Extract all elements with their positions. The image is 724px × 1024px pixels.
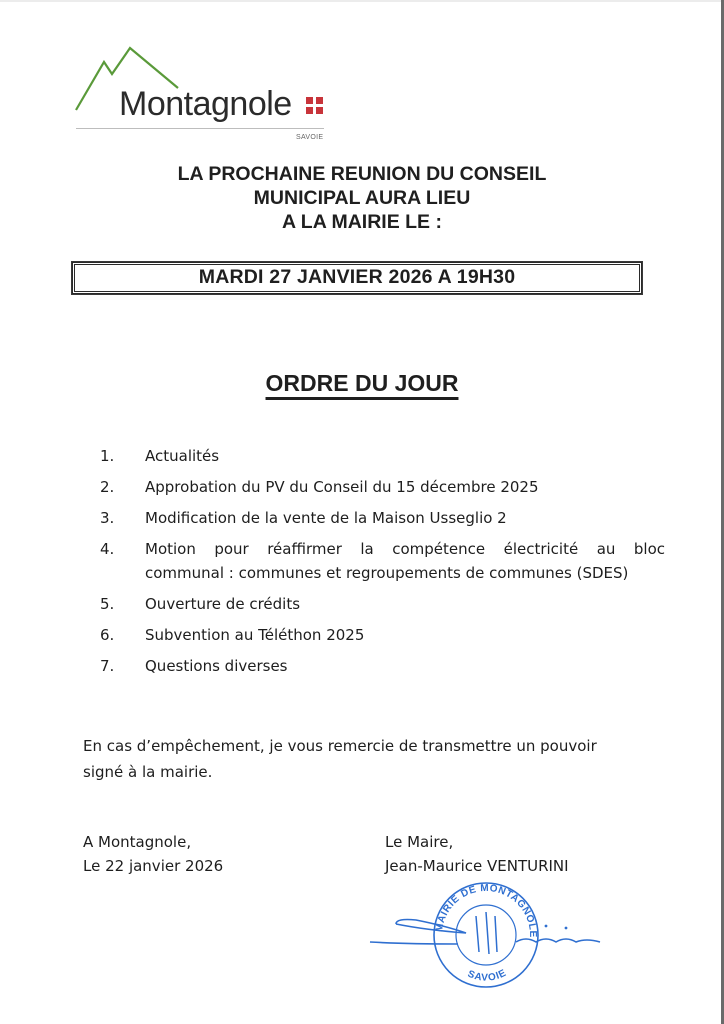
agenda-item-text: Modification de la vente de la Maison Usseglio 2 <box>145 509 507 527</box>
heading-line: MUNICIPAL AURA LIEU <box>253 187 471 209</box>
agenda-item-text: Questions diverses <box>145 657 288 675</box>
agenda-item-text-line: Motion pour réaffirmer la compétence électricité au bloc <box>145 540 665 558</box>
signer-name: Jean-Maurice VENTURINI <box>385 857 569 875</box>
meeting-date-box <box>72 262 642 294</box>
agenda-item-text-line: communal : communes et regroupements de communes (SDES) <box>145 564 629 582</box>
heading-line: LA PROCHAINE REUNION DU CONSEIL <box>177 163 547 185</box>
agenda-item-text: Approbation du PV du Conseil du 15 décembre 2025 <box>145 478 539 496</box>
agenda-item-number: 7. <box>100 657 115 675</box>
place: A Montagnole, <box>83 833 192 851</box>
logo-name: Montagnole <box>119 85 292 123</box>
agenda-item-text: Subvention au Téléthon 2025 <box>145 626 365 644</box>
signer-role: Le Maire, <box>385 833 454 851</box>
agenda-item <box>100 623 665 647</box>
agenda-item-number: 3. <box>100 509 115 527</box>
meeting-date: MARDI 27 JANVIER 2026 A 19H30 <box>198 266 516 288</box>
stamp-and-signature-icon <box>366 880 606 990</box>
notice-line: signé à la mairie. <box>83 763 213 781</box>
notice-line: En cas d’empêchement, je vous remercie de transmettre un pouvoir <box>83 737 597 755</box>
heading-line: A LA MAIRIE LE : <box>282 211 442 233</box>
agenda-item-text: Actualités <box>145 447 220 465</box>
agenda-item-number: 2. <box>100 478 115 496</box>
agenda-item-number: 1. <box>100 447 115 465</box>
savoie-flag-icon <box>306 97 324 115</box>
agenda-item-number: 5. <box>100 595 115 613</box>
logo-region: SAVOIE <box>296 134 324 141</box>
agenda-item-number: 4. <box>100 540 115 558</box>
handwritten-signature <box>370 920 600 945</box>
issue-date: Le 22 janvier 2026 <box>83 857 224 875</box>
proxy-notice <box>83 733 653 785</box>
agenda-item-number: 6. <box>100 626 115 644</box>
agenda-item <box>100 444 665 468</box>
agenda-list <box>100 444 665 685</box>
mairie-stamp <box>366 880 606 990</box>
signature-block <box>385 830 569 878</box>
stamp-ring-text: MAIRIE DE MONTAGNOLE <box>433 882 539 938</box>
logo-divider <box>76 128 324 129</box>
meeting-announcement <box>0 162 724 234</box>
agenda-item <box>100 592 665 616</box>
stamp-bottom-text: SAVOIE <box>465 967 509 984</box>
agenda-item <box>100 537 665 585</box>
agenda-item <box>100 654 665 678</box>
agenda-item <box>100 506 665 530</box>
agenda-item-text <box>145 537 665 585</box>
montagnole-logo <box>74 44 344 144</box>
agenda-title-wrap <box>0 370 724 397</box>
agenda-item-text: Ouverture de crédits <box>145 595 301 613</box>
agenda-item <box>100 475 665 499</box>
place-and-date <box>83 830 223 878</box>
agenda-title: ORDRE DU JOUR <box>265 370 459 396</box>
page-top-edge <box>0 0 724 2</box>
